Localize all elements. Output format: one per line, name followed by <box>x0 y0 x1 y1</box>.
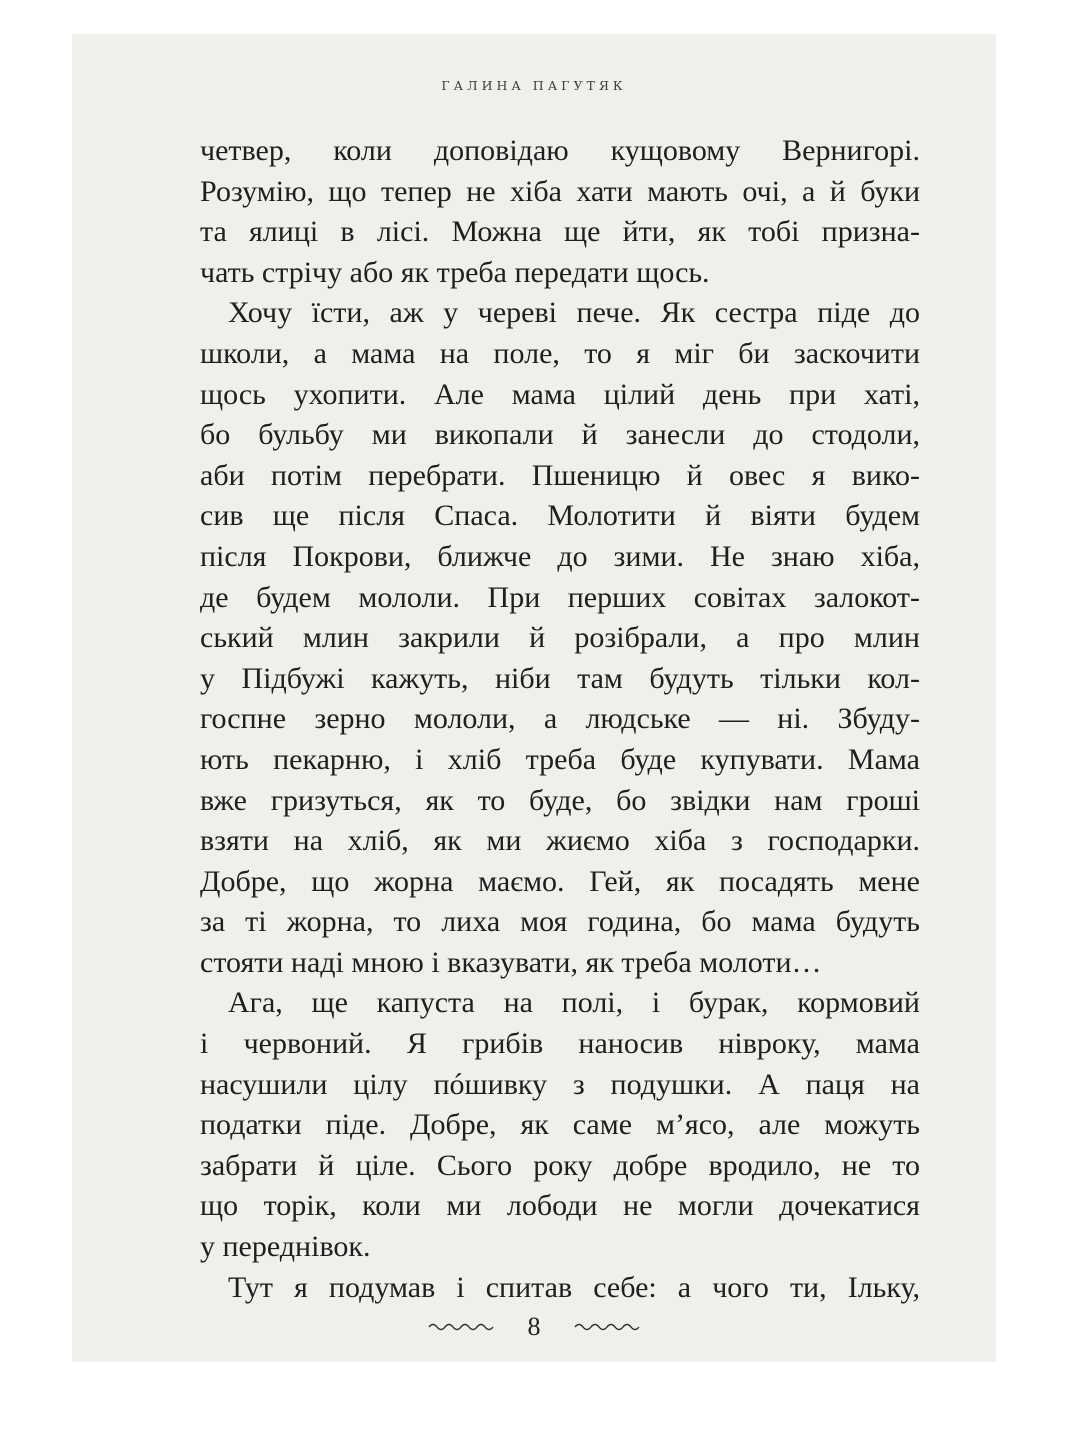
text-line: стояти наді мною і вказувати, як треба молоти… <box>200 945 822 979</box>
text-line: Тут я подумав і спитав себе: а чого ти, Ільку, <box>228 1270 920 1304</box>
wave-ornament-right-icon <box>573 1321 641 1333</box>
text-line: що торік, коли ми лободи не могли дочекатися <box>200 1189 920 1223</box>
text-line: у Підбужі кажуть, ніби там будуть тільки кол- <box>200 661 920 695</box>
text-line: школи, а мама на поле, то я міг би заскочити <box>200 336 920 370</box>
text-line: забрати й ціле. Сього року добре вродило, не то <box>200 1148 920 1182</box>
text-line: насушили цілу пóшивку з подушки. А паця на <box>200 1067 920 1101</box>
text-line: за ті жорна, то лиха моя година, бо мама будуть <box>200 905 920 939</box>
text-line: і червоний. Я грибів наносив нівроку, мама <box>200 1027 920 1061</box>
text-line: Розумію, що тепер не хіба хати мають очі, а й буки <box>200 174 920 208</box>
page-number: 8 <box>527 1312 541 1342</box>
text-line: щось ухопити. Але мама цілий день при хаті, <box>200 377 920 411</box>
text-line: вже гризуться, як то буде, бо звідки нам гроші <box>200 783 920 817</box>
text-line: бо бульбу ми викопали й занесли до стодоли, <box>200 418 920 452</box>
text-line: де будем мололи. При перших совітах залокот- <box>200 580 920 614</box>
body-text <box>200 131 920 1308</box>
text-line: Ага, ще капуста на полі, і бурак, кормовий <box>228 986 920 1020</box>
text-line: четвер, коли доповідаю кущовому Вернигорі. <box>200 134 920 167</box>
text-line: у переднівок. <box>200 1230 371 1264</box>
book-page <box>72 34 996 1362</box>
text-line: ський млин закрили й розібрали, а про млин <box>200 621 920 655</box>
text-line: після Покрови, ближче до зими. Не знаю хіба, <box>200 539 920 573</box>
text-line: Хочу їсти, аж у череві пече. Як сестра піде до <box>228 296 920 330</box>
running-header: ГАЛИНА ПАГУТЯК <box>441 78 627 93</box>
text-line: ють пекарню, і хліб треба буде купувати. Мама <box>200 742 920 776</box>
text-line: аби потім перебрати. Пшеницю й овес я вико- <box>200 458 920 492</box>
text-line: та ялиці в лісі. Можна ще йти, як тобі призна- <box>200 215 920 249</box>
text-line: податки піде. Добре, як саме м’ясо, але можуть <box>200 1108 920 1142</box>
text-line: чать стрічу або як треба передати щось. <box>200 255 710 289</box>
text-line: взяти на хліб, як ми жиємо хіба з господарки. <box>200 824 920 858</box>
text-line: госпне зерно мололи, а людське — ні. Збуду- <box>200 702 920 736</box>
page-footer <box>72 1310 996 1342</box>
wave-ornament-left-icon <box>427 1321 495 1333</box>
text-line: Добре, що жорна маємо. Гей, як посадять мене <box>200 864 920 898</box>
text-line: сив ще після Спаса. Молотити й віяти будем <box>200 499 920 533</box>
